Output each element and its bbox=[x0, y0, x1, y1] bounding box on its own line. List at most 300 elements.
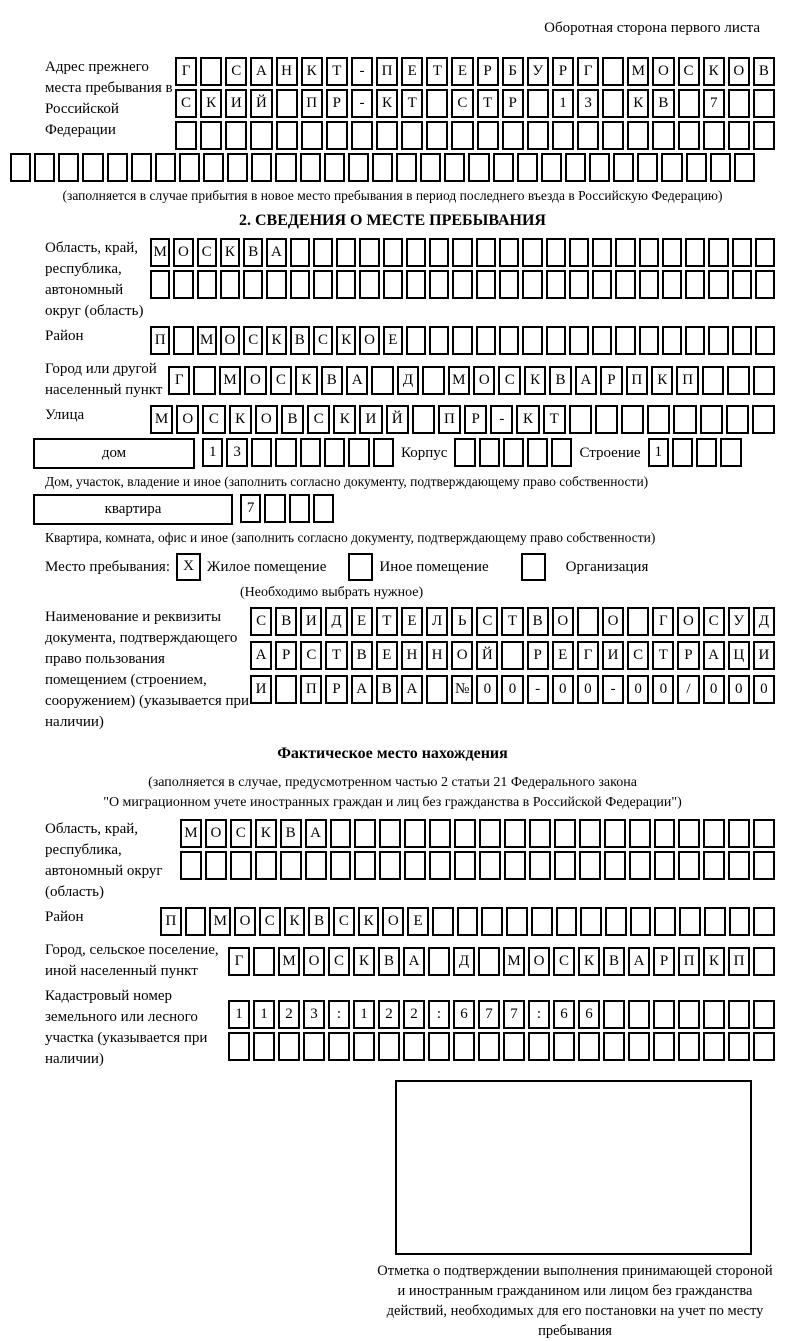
char-box[interactable]: К bbox=[578, 947, 600, 976]
char-box[interactable]: : bbox=[428, 1000, 450, 1029]
char-box[interactable] bbox=[275, 675, 297, 704]
char-box[interactable]: С bbox=[175, 89, 197, 118]
char-box[interactable] bbox=[376, 121, 398, 150]
char-box[interactable] bbox=[565, 153, 586, 182]
char-box[interactable] bbox=[652, 121, 674, 150]
char-box[interactable] bbox=[406, 270, 426, 299]
char-box[interactable]: 2 bbox=[278, 1000, 300, 1029]
char-box[interactable] bbox=[629, 851, 651, 880]
char-box[interactable] bbox=[753, 1000, 775, 1029]
char-box[interactable] bbox=[371, 366, 393, 395]
char-box[interactable] bbox=[502, 121, 524, 150]
char-box[interactable]: 6 bbox=[553, 1000, 575, 1029]
char-box[interactable] bbox=[605, 907, 627, 936]
char-box[interactable]: Р bbox=[326, 89, 348, 118]
char-box[interactable]: 0 bbox=[652, 675, 674, 704]
char-box[interactable]: Р bbox=[527, 641, 549, 670]
char-box[interactable] bbox=[551, 438, 572, 467]
char-box[interactable] bbox=[662, 270, 682, 299]
char-box[interactable] bbox=[383, 270, 403, 299]
char-box[interactable] bbox=[554, 819, 576, 848]
char-box[interactable] bbox=[422, 366, 444, 395]
char-box[interactable] bbox=[432, 907, 454, 936]
char-box[interactable]: Е bbox=[351, 607, 373, 636]
char-box[interactable]: С bbox=[230, 819, 252, 848]
char-box[interactable]: С bbox=[250, 607, 272, 636]
char-box[interactable] bbox=[703, 121, 725, 150]
char-box[interactable] bbox=[752, 405, 775, 434]
char-box[interactable]: № bbox=[451, 675, 473, 704]
char-box[interactable] bbox=[602, 57, 624, 86]
char-box[interactable]: В bbox=[603, 947, 625, 976]
char-box[interactable]: О bbox=[359, 326, 379, 355]
char-box[interactable] bbox=[185, 907, 207, 936]
char-box[interactable] bbox=[653, 1000, 675, 1029]
char-box[interactable]: 0 bbox=[501, 675, 523, 704]
char-box[interactable]: Д bbox=[753, 607, 775, 636]
char-box[interactable] bbox=[628, 1032, 650, 1061]
char-box[interactable] bbox=[556, 907, 578, 936]
char-box[interactable]: И bbox=[225, 89, 247, 118]
char-box[interactable]: Г bbox=[577, 57, 599, 86]
char-box[interactable] bbox=[602, 121, 624, 150]
char-box[interactable]: Ь bbox=[451, 607, 473, 636]
char-box[interactable]: 0 bbox=[627, 675, 649, 704]
char-box[interactable] bbox=[444, 153, 465, 182]
char-box[interactable] bbox=[522, 238, 542, 267]
char-box[interactable] bbox=[476, 270, 496, 299]
char-box[interactable] bbox=[755, 326, 775, 355]
char-box[interactable] bbox=[685, 270, 705, 299]
char-box[interactable]: С bbox=[451, 89, 473, 118]
char-box[interactable] bbox=[330, 819, 352, 848]
char-box[interactable]: Ц bbox=[728, 641, 750, 670]
char-box[interactable]: А bbox=[266, 238, 286, 267]
char-box[interactable]: П bbox=[438, 405, 461, 434]
char-box[interactable] bbox=[305, 851, 327, 880]
char-box[interactable] bbox=[703, 1032, 725, 1061]
char-box[interactable]: О bbox=[173, 238, 193, 267]
char-box[interactable]: У bbox=[527, 57, 549, 86]
char-box[interactable] bbox=[728, 89, 750, 118]
char-box[interactable]: Р bbox=[464, 405, 487, 434]
char-box[interactable] bbox=[678, 1000, 700, 1029]
char-box[interactable]: П bbox=[626, 366, 648, 395]
char-box[interactable] bbox=[379, 819, 401, 848]
char-box[interactable]: Т bbox=[426, 57, 448, 86]
char-box[interactable]: К bbox=[627, 89, 649, 118]
char-box[interactable] bbox=[672, 438, 693, 467]
char-box[interactable] bbox=[230, 851, 252, 880]
char-box[interactable]: Р bbox=[325, 675, 347, 704]
char-box[interactable] bbox=[378, 1032, 400, 1061]
char-box[interactable]: С bbox=[678, 57, 700, 86]
char-box[interactable] bbox=[615, 238, 635, 267]
char-box[interactable] bbox=[203, 153, 224, 182]
char-box[interactable]: 7 bbox=[703, 89, 725, 118]
char-box[interactable]: О bbox=[473, 366, 495, 395]
char-box[interactable]: В bbox=[753, 57, 775, 86]
char-box[interactable] bbox=[290, 270, 310, 299]
char-box[interactable]: К bbox=[703, 947, 725, 976]
char-box[interactable] bbox=[686, 153, 707, 182]
char-box[interactable] bbox=[303, 1032, 325, 1061]
char-box[interactable] bbox=[729, 907, 751, 936]
char-box[interactable] bbox=[654, 907, 676, 936]
char-box[interactable]: Н bbox=[276, 57, 298, 86]
char-box[interactable]: П bbox=[160, 907, 182, 936]
char-box[interactable] bbox=[753, 89, 775, 118]
char-box[interactable] bbox=[34, 153, 55, 182]
char-box[interactable] bbox=[353, 1032, 375, 1061]
char-box[interactable]: В bbox=[378, 947, 400, 976]
char-box[interactable] bbox=[592, 270, 612, 299]
char-box[interactable] bbox=[429, 819, 451, 848]
char-box[interactable] bbox=[10, 153, 31, 182]
char-box[interactable] bbox=[251, 438, 272, 467]
char-box[interactable]: К bbox=[376, 89, 398, 118]
char-box[interactable] bbox=[336, 270, 356, 299]
char-box[interactable] bbox=[753, 851, 775, 880]
char-box[interactable] bbox=[426, 675, 448, 704]
char-box[interactable] bbox=[732, 326, 752, 355]
char-box[interactable]: Е bbox=[376, 641, 398, 670]
char-box[interactable] bbox=[753, 947, 775, 976]
char-box[interactable] bbox=[351, 121, 373, 150]
char-box[interactable] bbox=[454, 438, 475, 467]
char-box[interactable] bbox=[685, 238, 705, 267]
char-box[interactable]: Г bbox=[652, 607, 674, 636]
char-box[interactable] bbox=[621, 405, 644, 434]
char-box[interactable]: С bbox=[313, 326, 333, 355]
char-box[interactable] bbox=[264, 494, 285, 523]
char-box[interactable]: П bbox=[678, 947, 700, 976]
char-box[interactable] bbox=[708, 270, 728, 299]
char-box[interactable] bbox=[328, 1032, 350, 1061]
char-box[interactable] bbox=[703, 851, 725, 880]
other-premises-checkbox[interactable] bbox=[348, 553, 373, 581]
organization-checkbox[interactable] bbox=[521, 553, 546, 581]
char-box[interactable]: М bbox=[150, 238, 170, 267]
char-box[interactable]: С bbox=[333, 907, 355, 936]
char-box[interactable] bbox=[107, 153, 128, 182]
char-box[interactable] bbox=[728, 1032, 750, 1061]
char-box[interactable] bbox=[468, 153, 489, 182]
char-box[interactable]: О bbox=[244, 366, 266, 395]
char-box[interactable]: В bbox=[351, 641, 373, 670]
char-box[interactable]: - bbox=[351, 57, 373, 86]
char-box[interactable] bbox=[150, 270, 170, 299]
char-box[interactable] bbox=[499, 238, 519, 267]
char-box[interactable]: 6 bbox=[578, 1000, 600, 1029]
char-box[interactable] bbox=[603, 1032, 625, 1061]
char-box[interactable]: А bbox=[401, 675, 423, 704]
char-box[interactable] bbox=[589, 153, 610, 182]
char-box[interactable] bbox=[336, 238, 356, 267]
char-box[interactable] bbox=[654, 851, 676, 880]
char-box[interactable] bbox=[522, 326, 542, 355]
char-box[interactable] bbox=[278, 1032, 300, 1061]
char-box[interactable]: К bbox=[295, 366, 317, 395]
char-box[interactable]: К bbox=[336, 326, 356, 355]
char-box[interactable]: - bbox=[527, 675, 549, 704]
char-box[interactable]: М bbox=[448, 366, 470, 395]
char-box[interactable]: К bbox=[284, 907, 306, 936]
char-box[interactable] bbox=[354, 851, 376, 880]
char-box[interactable] bbox=[173, 326, 193, 355]
char-box[interactable]: 3 bbox=[577, 89, 599, 118]
char-box[interactable] bbox=[372, 153, 393, 182]
char-box[interactable] bbox=[528, 1032, 550, 1061]
char-box[interactable]: Д bbox=[325, 607, 347, 636]
char-box[interactable]: С bbox=[476, 607, 498, 636]
char-box[interactable] bbox=[420, 153, 441, 182]
char-box[interactable] bbox=[499, 326, 519, 355]
char-box[interactable]: Т bbox=[326, 57, 348, 86]
char-box[interactable]: В bbox=[527, 607, 549, 636]
char-box[interactable] bbox=[728, 819, 750, 848]
char-box[interactable] bbox=[753, 907, 775, 936]
char-box[interactable] bbox=[639, 238, 659, 267]
char-box[interactable] bbox=[179, 153, 200, 182]
char-box[interactable] bbox=[679, 907, 701, 936]
char-box[interactable]: 2 bbox=[378, 1000, 400, 1029]
char-box[interactable] bbox=[228, 1032, 250, 1061]
char-box[interactable] bbox=[477, 121, 499, 150]
char-box[interactable]: Г bbox=[175, 57, 197, 86]
char-box[interactable]: Е bbox=[401, 607, 423, 636]
char-box[interactable]: Р bbox=[552, 57, 574, 86]
char-box[interactable] bbox=[506, 907, 528, 936]
char-box[interactable]: Й bbox=[250, 89, 272, 118]
char-box[interactable]: Т bbox=[652, 641, 674, 670]
char-box[interactable]: И bbox=[359, 405, 382, 434]
char-box[interactable] bbox=[429, 851, 451, 880]
char-box[interactable]: О bbox=[552, 607, 574, 636]
char-box[interactable] bbox=[348, 438, 369, 467]
char-box[interactable] bbox=[708, 238, 728, 267]
char-box[interactable] bbox=[678, 89, 700, 118]
char-box[interactable] bbox=[275, 153, 296, 182]
char-box[interactable] bbox=[401, 121, 423, 150]
char-box[interactable] bbox=[479, 819, 501, 848]
char-box[interactable] bbox=[479, 851, 501, 880]
char-box[interactable] bbox=[227, 153, 248, 182]
char-box[interactable]: М bbox=[278, 947, 300, 976]
char-box[interactable] bbox=[426, 121, 448, 150]
char-box[interactable] bbox=[602, 89, 624, 118]
char-box[interactable] bbox=[728, 121, 750, 150]
char-box[interactable] bbox=[454, 819, 476, 848]
char-box[interactable] bbox=[476, 238, 496, 267]
char-box[interactable]: К bbox=[333, 405, 356, 434]
char-box[interactable] bbox=[276, 121, 298, 150]
char-box[interactable] bbox=[553, 1032, 575, 1061]
char-box[interactable] bbox=[753, 366, 775, 395]
char-box[interactable] bbox=[629, 819, 651, 848]
char-box[interactable] bbox=[732, 238, 752, 267]
char-box[interactable]: С bbox=[328, 947, 350, 976]
char-box[interactable] bbox=[428, 1032, 450, 1061]
char-box[interactable]: Г bbox=[228, 947, 250, 976]
char-box[interactable]: Р bbox=[653, 947, 675, 976]
char-box[interactable]: У bbox=[728, 607, 750, 636]
char-box[interactable] bbox=[501, 641, 523, 670]
char-box[interactable]: С bbox=[243, 326, 263, 355]
char-box[interactable]: 1 bbox=[552, 89, 574, 118]
char-box[interactable] bbox=[301, 121, 323, 150]
char-box[interactable] bbox=[451, 121, 473, 150]
char-box[interactable] bbox=[324, 153, 345, 182]
char-box[interactable] bbox=[403, 1032, 425, 1061]
char-box[interactable]: П bbox=[376, 57, 398, 86]
char-box[interactable]: Т bbox=[543, 405, 566, 434]
char-box[interactable]: 0 bbox=[728, 675, 750, 704]
char-box[interactable] bbox=[529, 819, 551, 848]
char-box[interactable] bbox=[580, 907, 602, 936]
char-box[interactable] bbox=[685, 326, 705, 355]
char-box[interactable] bbox=[527, 89, 549, 118]
char-box[interactable]: С bbox=[270, 366, 292, 395]
char-box[interactable] bbox=[678, 851, 700, 880]
char-box[interactable] bbox=[379, 851, 401, 880]
char-box[interactable]: О bbox=[728, 57, 750, 86]
char-box[interactable] bbox=[478, 1032, 500, 1061]
char-box[interactable]: О bbox=[382, 907, 404, 936]
char-box[interactable] bbox=[354, 819, 376, 848]
char-box[interactable]: П bbox=[728, 947, 750, 976]
char-box[interactable] bbox=[313, 494, 334, 523]
char-box[interactable] bbox=[541, 153, 562, 182]
char-box[interactable] bbox=[578, 1032, 600, 1061]
char-box[interactable] bbox=[615, 270, 635, 299]
char-box[interactable] bbox=[527, 438, 548, 467]
char-box[interactable] bbox=[373, 438, 394, 467]
char-box[interactable]: Е bbox=[407, 907, 429, 936]
char-box[interactable]: 0 bbox=[552, 675, 574, 704]
char-box[interactable] bbox=[452, 270, 472, 299]
char-box[interactable] bbox=[569, 270, 589, 299]
char-box[interactable] bbox=[630, 907, 652, 936]
char-box[interactable]: О bbox=[220, 326, 240, 355]
char-box[interactable] bbox=[696, 438, 717, 467]
char-box[interactable]: С bbox=[703, 607, 725, 636]
char-box[interactable]: 3 bbox=[303, 1000, 325, 1029]
char-box[interactable] bbox=[637, 153, 658, 182]
char-box[interactable] bbox=[253, 1032, 275, 1061]
char-box[interactable]: С bbox=[553, 947, 575, 976]
char-box[interactable] bbox=[348, 153, 369, 182]
char-box[interactable] bbox=[155, 153, 176, 182]
char-box[interactable] bbox=[628, 1000, 650, 1029]
char-box[interactable] bbox=[678, 1032, 700, 1061]
char-box[interactable] bbox=[654, 819, 676, 848]
char-box[interactable]: Е bbox=[401, 57, 423, 86]
char-box[interactable]: : bbox=[328, 1000, 350, 1029]
char-box[interactable] bbox=[662, 326, 682, 355]
char-box[interactable]: В bbox=[290, 326, 310, 355]
char-box[interactable] bbox=[704, 907, 726, 936]
char-box[interactable]: И bbox=[250, 675, 272, 704]
char-box[interactable]: Т bbox=[376, 607, 398, 636]
char-box[interactable] bbox=[220, 270, 240, 299]
char-box[interactable]: Т bbox=[477, 89, 499, 118]
char-box[interactable] bbox=[404, 819, 426, 848]
char-box[interactable]: В bbox=[549, 366, 571, 395]
char-box[interactable]: П bbox=[150, 326, 170, 355]
char-box[interactable] bbox=[266, 270, 286, 299]
char-box[interactable] bbox=[627, 607, 649, 636]
char-box[interactable]: О bbox=[255, 405, 278, 434]
char-box[interactable]: О bbox=[451, 641, 473, 670]
char-box[interactable] bbox=[522, 270, 542, 299]
char-box[interactable]: 7 bbox=[240, 494, 261, 523]
char-box[interactable] bbox=[225, 121, 247, 150]
char-box[interactable]: О bbox=[303, 947, 325, 976]
char-box[interactable]: Г bbox=[577, 641, 599, 670]
char-box[interactable] bbox=[499, 270, 519, 299]
char-box[interactable]: К bbox=[524, 366, 546, 395]
char-box[interactable] bbox=[727, 366, 749, 395]
char-box[interactable] bbox=[653, 1032, 675, 1061]
char-box[interactable] bbox=[700, 405, 723, 434]
char-box[interactable] bbox=[479, 438, 500, 467]
char-box[interactable]: 7 bbox=[478, 1000, 500, 1029]
char-box[interactable]: Р bbox=[275, 641, 297, 670]
char-box[interactable] bbox=[517, 153, 538, 182]
char-box[interactable] bbox=[280, 851, 302, 880]
char-box[interactable]: 0 bbox=[753, 675, 775, 704]
char-box[interactable] bbox=[452, 326, 472, 355]
char-box[interactable]: Й bbox=[476, 641, 498, 670]
char-box[interactable]: М bbox=[627, 57, 649, 86]
char-box[interactable]: И bbox=[602, 641, 624, 670]
char-box[interactable] bbox=[753, 1032, 775, 1061]
char-box[interactable] bbox=[276, 89, 298, 118]
char-box[interactable] bbox=[732, 270, 752, 299]
char-box[interactable]: С bbox=[225, 57, 247, 86]
char-box[interactable]: Д bbox=[397, 366, 419, 395]
char-box[interactable]: М bbox=[503, 947, 525, 976]
char-box[interactable] bbox=[300, 153, 321, 182]
char-box[interactable] bbox=[289, 494, 310, 523]
char-box[interactable] bbox=[251, 153, 272, 182]
char-box[interactable]: Т bbox=[501, 607, 523, 636]
char-box[interactable] bbox=[579, 819, 601, 848]
char-box[interactable] bbox=[615, 326, 635, 355]
char-box[interactable]: - bbox=[351, 89, 373, 118]
char-box[interactable]: О bbox=[528, 947, 550, 976]
char-box[interactable]: А bbox=[703, 641, 725, 670]
char-box[interactable] bbox=[173, 270, 193, 299]
char-box[interactable] bbox=[728, 851, 750, 880]
char-box[interactable]: О bbox=[176, 405, 199, 434]
char-box[interactable] bbox=[546, 238, 566, 267]
char-box[interactable]: 1 bbox=[353, 1000, 375, 1029]
char-box[interactable]: Е bbox=[451, 57, 473, 86]
char-box[interactable] bbox=[197, 270, 217, 299]
char-box[interactable]: А bbox=[346, 366, 368, 395]
char-box[interactable] bbox=[569, 405, 592, 434]
char-box[interactable]: А bbox=[250, 641, 272, 670]
char-box[interactable] bbox=[175, 121, 197, 150]
char-box[interactable]: 1 bbox=[253, 1000, 275, 1029]
char-box[interactable]: А bbox=[250, 57, 272, 86]
char-box[interactable] bbox=[639, 326, 659, 355]
char-box[interactable]: В bbox=[281, 405, 304, 434]
char-box[interactable]: К bbox=[266, 326, 286, 355]
char-box[interactable] bbox=[708, 326, 728, 355]
